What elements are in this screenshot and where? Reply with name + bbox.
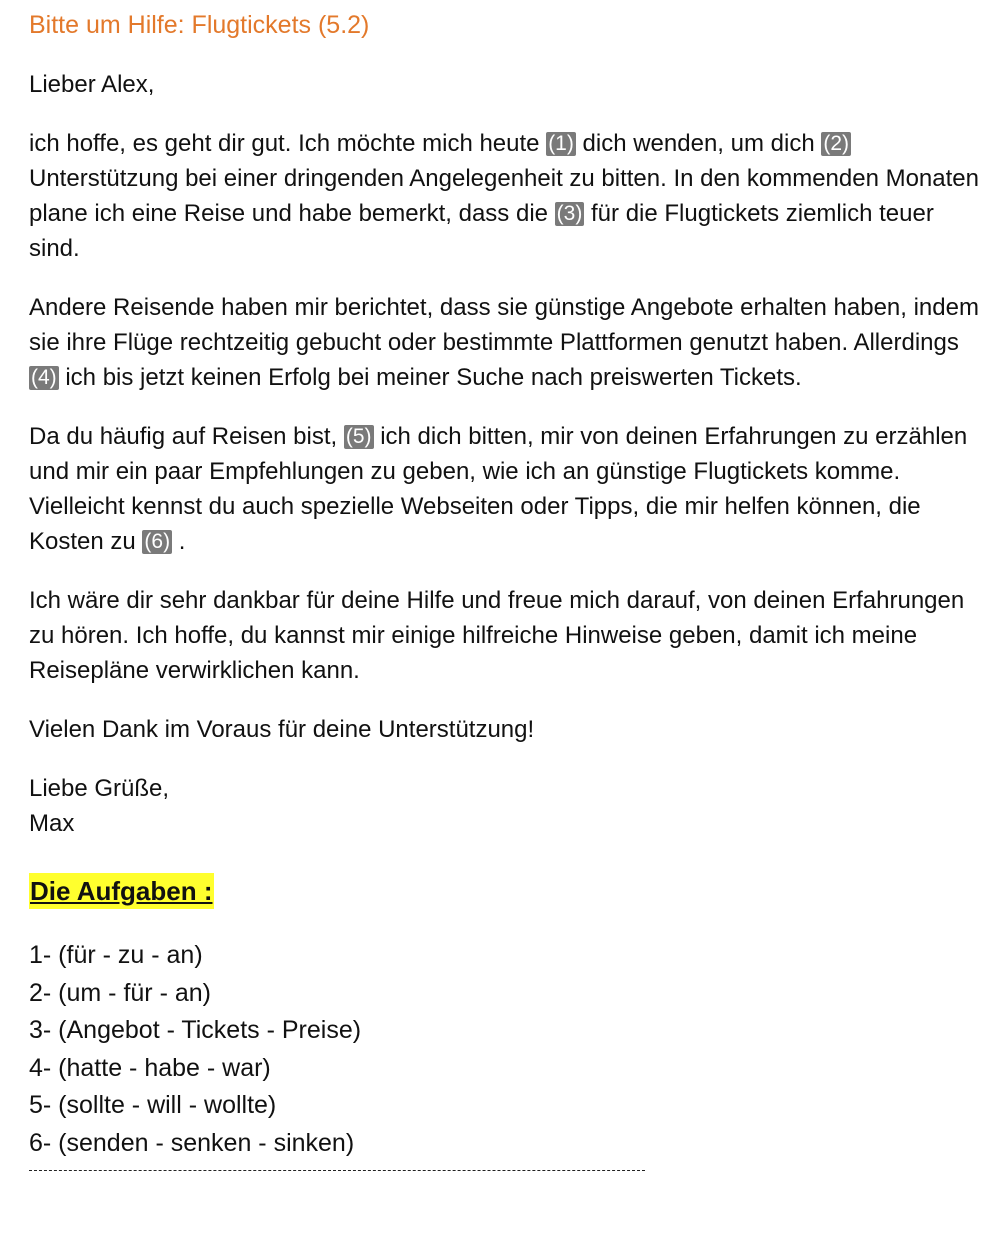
blank-2: (2): [823, 132, 850, 155]
greeting: Lieber Alex,: [29, 71, 155, 98]
paragraph-1-text: ich hoffe, es geht dir gut. Ich möchte mich heute: [29, 130, 547, 157]
paragraph-1-text: Unterstützung bei einer dringenden Angelegenheit zu bitten. In den kommenden Monaten plane ich eine Reise und habe bemerkt, dass die: [29, 165, 979, 227]
paragraph-1: [29, 126, 984, 266]
dashed-divider: [29, 1170, 645, 1171]
paragraph-2-text: Andere Reisende haben mir berichtet, dass sie günstige Angebote erhalten haben, indem sie ihre Flüge rechtzeitig gebucht oder bestimmte Plattformen genutzt haben. Allerdings: [29, 294, 979, 356]
task-item-1: 1- (für - zu - an): [29, 941, 203, 969]
task-item-6: 6- (senden - senken - sinken): [29, 1128, 355, 1157]
blank-1: (1): [548, 132, 574, 155]
paragraph-5: Vielen Dank im Voraus für deine Unterstützung!: [29, 716, 535, 743]
paragraph-3-text: ich dich bitten, mir von deinen Erfahrungen zu erzählen und mir ein paar Empfehlungen zu geben, wie ich an günstige Flugtickets komme. Vielleicht kennst du auch spezielle Webseiten oder Tipps, die mir helfen können, die Kosten zu: [29, 423, 968, 555]
blank-4: (4): [31, 366, 57, 389]
closing-phrase: Liebe Grüße,: [29, 775, 170, 802]
blank-6: (6): [144, 530, 171, 553]
task-list: [29, 937, 984, 1162]
closing: [29, 771, 984, 841]
paragraph-4: Ich wäre dir sehr dankbar für deine Hilfe und freue mich darauf, von deinen Erfahrungen zu hören. Ich hoffe, du kannst mir einige hilfreiche Hinweise geben, damit ich meine Reisepläne verwirklichen kann.: [29, 587, 965, 684]
email-subject-title: Bitte um Hilfe: Flugtickets (5.2): [29, 11, 370, 39]
document: [29, 0, 984, 1171]
blank-5: (5): [345, 425, 372, 448]
task-item-2: 2- (um - für - an): [29, 978, 211, 1007]
paragraph-1-text: dich wenden, um dich: [575, 130, 822, 157]
blank-3: (3): [556, 202, 583, 225]
signature-name: Max: [29, 810, 75, 837]
tasks-heading: Die Aufgaben :: [29, 873, 214, 909]
paragraph-3-text: Da du häufig auf Reisen bist,: [29, 423, 344, 450]
paragraph-3: [29, 419, 984, 559]
paragraph-1-text: für die Flugtickets ziemlich teuer sind.: [29, 200, 934, 262]
task-item-5: 5- (sollte - will - wollte): [29, 1091, 277, 1119]
tasks-heading-wrapper: [29, 873, 984, 911]
paragraph-2: [29, 290, 984, 395]
paragraph-2-text: ich bis jetzt keinen Erfolg bei meiner Suche nach preiswerten Tickets.: [58, 364, 802, 391]
task-item-3: 3- (Angebot - Tickets - Preise): [29, 1016, 362, 1044]
task-item-4: 4- (hatte - habe - war): [29, 1053, 271, 1082]
paragraph-3-text: .: [172, 528, 186, 555]
